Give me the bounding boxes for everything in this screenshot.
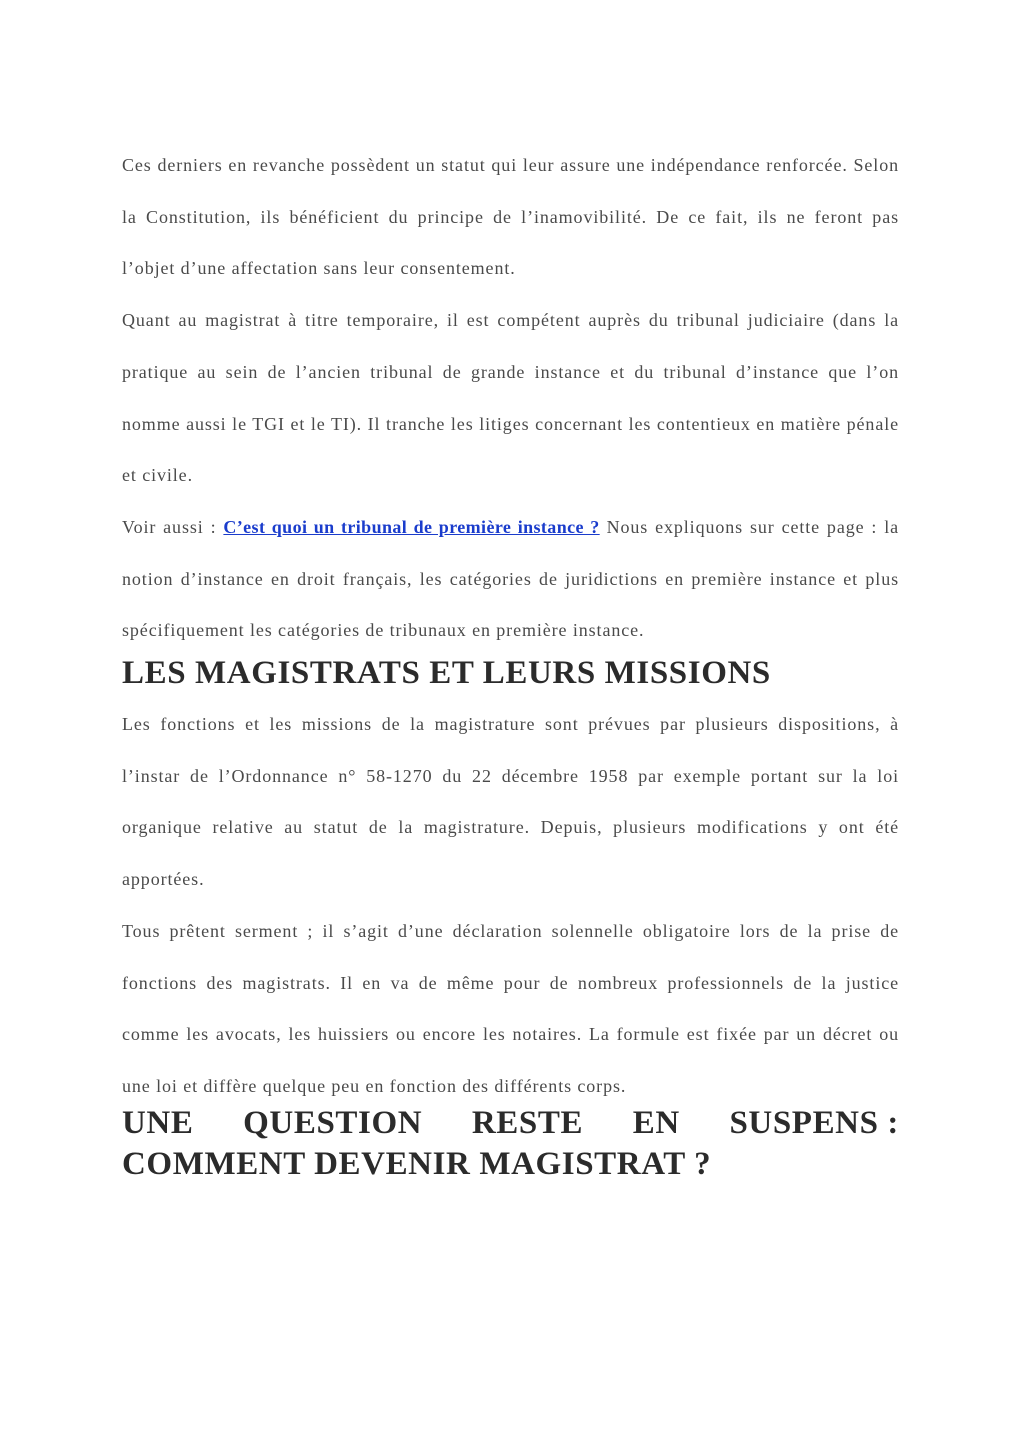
heading-word: UNE <box>122 1104 194 1141</box>
paragraph-statut: Ces derniers en revanche possèdent un statut qui leur assure une indépendance renforcée. Selon la Constitution, ils bénéficient du principe de l’inamovibilité. De ce fait, ils ne feront pas l’objet d’une affectation sans leur consentement. <box>122 155 899 279</box>
heading-line-2: COMMENT DEVENIR MAGISTRAT ? <box>122 1145 712 1182</box>
heading-word: QUESTION <box>243 1104 423 1141</box>
heading-word: SUSPENS : <box>729 1104 899 1141</box>
voir-aussi-suffix: Nous expliquons sur cette page : la notion d’instance en droit français, les catégories de juridictions en première instance et plus spécifiquement les catégories de tribunaux en première instance. <box>122 516 899 641</box>
paragraph-voir-aussi <box>122 502 899 657</box>
document-page <box>122 140 899 1185</box>
link-tribunal-premiere-instance[interactable]: C’est quoi un tribunal de première instance ? <box>223 516 600 537</box>
voir-aussi-prefix: Voir aussi : <box>122 516 224 537</box>
paragraph-magistrat-temporaire: Quant au magistrat à titre temporaire, il est compétent auprès du tribunal judiciaire (dans la pratique au sein de l’ancien tribunal de grande instance et du tribunal d’instance que l’on nomme aussi le TGI et le TI). Il tranche les litiges concernant les contentieux en matière pénale et civile. <box>122 310 899 486</box>
paragraph-serment: Tous prêtent serment ; il s’agit d’une déclaration solennelle obligatoire lors de la prise de fonctions des magistrats. Il en va de même pour de nombreux professionnels de la justice comme les avocats, les huissiers ou encore les notaires. La formule est fixée par un décret ou une loi et diffère quelque peu en fonction des différents corps. <box>122 920 899 1096</box>
heading-devenir-magistrat <box>122 1103 899 1185</box>
paragraph-fonctions-missions: Les fonctions et les missions de la magistrature sont prévues par plusieurs dispositions, à l’instar de l’Ordonnance n° 58-1270 du 22 décembre 1958 par exemple portant sur la loi organique relative au statut de la magistrature. Depuis, plusieurs modifications y ont été apportées. <box>122 714 899 890</box>
heading-word: RESTE <box>471 1104 584 1141</box>
heading-word: EN <box>632 1104 680 1141</box>
heading-magistrats-missions: LES MAGISTRATS ET LEURS MISSIONS <box>122 655 771 692</box>
